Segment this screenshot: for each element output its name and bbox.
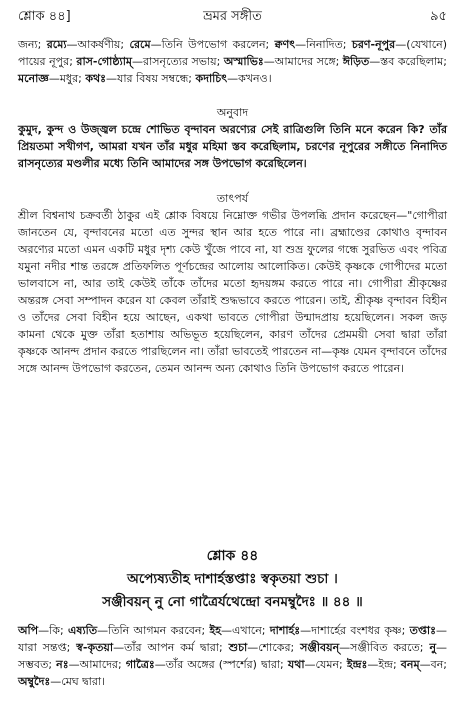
synonym-term: এষ্যতি — [68, 624, 98, 637]
synonym-term: তপ্তাঃ — [409, 624, 436, 637]
synonyms-verse-44 — [18, 622, 447, 690]
synonym-term: ইন্দ্রঃ — [346, 658, 368, 671]
synonym-term: ক্বণৎ — [274, 38, 296, 51]
verse-line-1: অপ্যেষ্যতীহ দাশার্হস্তপ্তাঃ স্বকৃতয়া শুচা । — [127, 571, 338, 587]
purport-text: শ্রীল বিশ্বনাথ চক্রবর্তী ঠাকুর এই শ্লোক বিষয়ে নিম্নোক্ত গভীর উপলব্ধি প্রদান করেছেন—"গোপীরা জানতেন যে, বৃন্দাবনের মতো এত সুন্দর স্থান আর হতে পারে না। ব্রহ্মাণ্ডের কোথাও বৃন্দাবন অরণ্যের মতো এমন একটি মধুর দৃশ্য কেউ খুঁজে পাবে না, যা শুভ্র ফুলের গন্ধে সুরভিত এবং পবিত্র যমুনা নদীর শান্ত তরঙ্গে প্রতিফলিত পূর্ণচন্দ্রের আলোয় আলোকিত। কেউই কৃষ্ণকে গোপীদের মতো ভালবাসে না, আর তাই কেউই তাঁকে তাঁদের মতো হৃদয়ঙ্গম করতে পারে না। গোপীরা শ্রীকৃষ্ণের অন্তরঙ্গ সেবা সম্পাদন করেন যা কেবল তাঁরাই শুদ্ধভাবে করতে পারেন। তাই, শ্রীকৃষ্ণ বৃন্দাবন বিহীন ও তাঁদের সেবা বিহীন হয়ে আছেন, একথা ভাবতে গোপীরা উন্মাদপ্রায় হয়েছিলেন। সকল জড় কামনা থেকে মুক্ত তাঁরা হতাশায় অভিভূত হয়েছিলেন, কারণ তাঁদের প্রেমময়ী সেবা দ্বারা তাঁরা কৃষ্ণকে আনন্দ প্রদান করতে পারছিলেন না। তাঁরা ভাবতেই পারতেন না—কৃষ্ণ যেমন বৃন্দাবনে তাঁদের সঙ্গে আনন্দ উপভোগ করতেন, তেমন আনন্দ অন্য কোথাও তিনি উপভোগ করতে পারেন। — [18, 209, 447, 375]
verse-line-2: সঞ্জীবয়ন্ নু নো গাত্রৈর্যথেন্দ্রো বনমম্বুদৈঃ ॥ ৪৪ ॥ — [102, 594, 363, 610]
synonym-meaning: —মধুর; — [48, 72, 86, 85]
synonym-meaning: —আমাদের; — [68, 658, 126, 671]
purport-heading: তাৎপর্য — [216, 192, 249, 205]
synonym-meaning: —তাঁর অঙ্গের (স্পর্শের) দ্বারা; — [154, 658, 288, 671]
translation-heading: অনুবাদ — [216, 106, 249, 119]
synonym-meaning: —তিনি উপভোগ করলেন; — [150, 38, 275, 51]
running-header — [18, 8, 447, 26]
verse-number-heading: শ্লোক ৪৪ — [206, 548, 259, 564]
synonym-term: অপি — [18, 624, 39, 637]
synonym-meaning: জন্য; — [18, 38, 47, 51]
synonym-term: স্ব-কৃতয়া — [76, 641, 114, 654]
header-verse-ref: শ্লোক ৪৪] — [18, 9, 71, 24]
synonym-meaning: —সঞ্জীবিত করতে; — [339, 641, 430, 654]
synonym-meaning: —কি; — [38, 624, 69, 637]
synonym-term: ঈড়িত — [342, 55, 370, 68]
synonym-term: মনোজ্ঞ — [18, 72, 49, 85]
synonym-term: অম্বুদৈঃ — [18, 675, 51, 688]
synonym-meaning: —আমাদের সঙ্গে; — [263, 55, 343, 68]
synonym-term: যথা — [287, 658, 305, 671]
synonym-term: রাস-গোষ্ঠ্যাম্ — [76, 55, 133, 68]
synonym-term: ইহ — [209, 624, 222, 637]
synonym-meaning: —শোকের; — [247, 641, 301, 654]
synonym-term: অস্মাভিঃ — [223, 55, 264, 68]
synonym-meaning: —দাশার্হের বংশধর কৃষ্ণ; — [300, 624, 410, 637]
synonym-term: কথঃ — [85, 72, 107, 85]
synonym-term: কদাচিৎ — [195, 72, 228, 85]
header-chapter-title: ভ্রমর সঙ্গীত — [203, 9, 262, 24]
synonym-meaning: —যারা সন্তপ্ত; — [18, 624, 447, 654]
synonym-meaning: —যেমন; — [304, 658, 347, 671]
synonym-meaning: —মেঘ দ্বারা। — [50, 675, 106, 688]
synonym-meaning: —তাঁর আপন কর্ম দ্বারা; — [113, 641, 229, 654]
synonym-meaning: —বন; — [419, 658, 447, 671]
synonym-meaning: —এখানে; — [221, 624, 270, 637]
synonym-meaning: —ইন্দ্র; — [367, 658, 401, 671]
synonym-term: চরণ-নূপুর — [351, 38, 396, 51]
synonym-term: রম্যে — [46, 38, 67, 51]
page-number: ৯৫ — [430, 9, 447, 24]
synonym-meaning: —তিনি আগমন করবেন; — [97, 624, 210, 637]
synonym-term: শুচা — [228, 641, 248, 654]
synonym-meaning: —সম্ভবত; — [18, 641, 448, 671]
synonym-meaning: —(যেখানে) পায়ের নূপুর; — [18, 38, 447, 68]
synonym-term: সঞ্জীবয়ন্ — [300, 641, 340, 654]
synonym-meaning: —আকর্ষণীয়; — [66, 38, 130, 51]
synonym-meaning: —নিনাদিত; — [295, 38, 352, 51]
synonym-meaning: —রাসনৃত্যের সভায়; — [132, 55, 224, 68]
synonym-meaning: —স্তব করেছিলাম; — [369, 55, 447, 68]
synonym-term: দাশার্হঃ — [269, 624, 301, 637]
synonym-meaning: —কখনও। — [227, 72, 272, 85]
synonym-term: বনম্ — [400, 658, 420, 671]
synonym-term: রেমে — [129, 38, 151, 51]
synonym-term: নু — [429, 641, 437, 654]
translation-text: কুমুদ, কুন্দ ও উজ্জ্বল চন্দ্রে শোভিত বৃন্দাবন অরণ্যের সেই রাত্রিগুলি তিনি মনে করেন কি? তাঁর প্রিয়তমা সখীগণ, আমরা যখন তাঁর মধুর মহিমা স্তব করেছিলাম, চরণের নূপুরের সঙ্গীতে নিনাদিত রাসনৃত্যের মণ্ডলীর মধ্যে তিনি আমাদের সঙ্গ উপভোগ করেছিলেন। — [18, 123, 447, 170]
synonym-term: নঃ — [56, 658, 69, 671]
synonym-term: গাত্রৈঃ — [125, 658, 155, 671]
synonym-meaning: —যার বিষয় সম্বন্ধে; — [106, 72, 196, 85]
synonyms-continued — [18, 36, 447, 87]
